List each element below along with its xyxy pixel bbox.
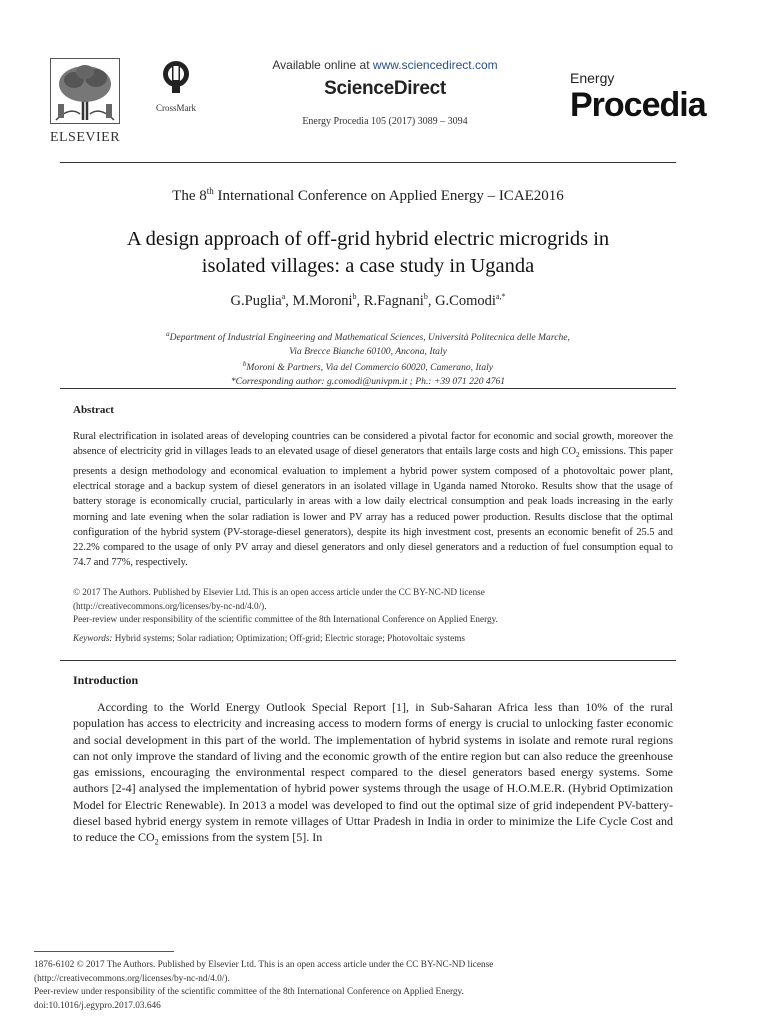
crossmark-label: CrossMark	[156, 103, 196, 113]
conference-line	[60, 186, 676, 205]
author	[364, 293, 435, 309]
keywords	[73, 633, 673, 643]
page-footer	[34, 959, 674, 1013]
author-affil-sup: a,*	[495, 292, 506, 301]
author	[231, 293, 293, 309]
license-link[interactable]: (http://creativecommons.org/licenses/by-nc-nd/4.0/).	[73, 600, 267, 611]
header-divider	[60, 162, 676, 163]
affiliations	[60, 328, 676, 388]
abstract-text-part2: emissions. This paper presents a design methodology and economical evaluation to implement a hybrid power system composed of a photovoltaic power plant, electrical storage and a backup system of diesel generators in an isolated village in Uganda named Ntoroko. Results show that the usage of battery storage is economically crucial, particularly in areas with a low daily electrical consumption and peak loads increasing in the early morning and late evening when the solar radiation is lower and PV array has a reduced power production. Results disclose that the optimal configuration of the hybrid system (PV-storage-diesel generators), despite its high investment cost, presents an economic benefit of 25.5 and 22.2% compared to the usage of only PV array and diesel generators and only diesel generators and a reduction of fuel consumption equal to 74.7 and 77%, respectively.	[73, 446, 673, 569]
available-online-prefix: Available online at	[272, 58, 373, 72]
conference-sup: th	[206, 186, 214, 196]
affiliation-b	[60, 358, 676, 375]
author-sep: ,	[285, 292, 293, 309]
license-line-1: © 2017 The Authors. Published by Elsevier Ltd. This is an open access article under the CC BY-NC-ND license	[73, 587, 485, 597]
intro-subscript: 2	[154, 837, 159, 847]
conference-prefix: The 8	[172, 188, 207, 204]
footer-license-link[interactable]: (http://creativecommons.org/licenses/by-nc-nd/4.0/).	[34, 973, 230, 984]
affiliation-a-line1: Department of Industrial Engineering and Mathematical Sciences, Università Politecnica delle Marche,	[169, 332, 570, 344]
paper-title	[60, 226, 676, 280]
introduction-text	[73, 699, 673, 851]
available-online	[200, 58, 570, 72]
footer-line-3: Peer-review under responsibility of the scientific committee of the 8th International Conference on Applied Energy.	[34, 987, 464, 998]
author-sep: ,	[427, 292, 436, 309]
footer-line-1: 1876-6102 © 2017 The Authors. Published by Elsevier Ltd. This is an open access article under the CC BY-NC-ND license	[34, 960, 494, 970]
license-notice	[73, 586, 673, 627]
affiliation-b-line: Moroni & Partners, Via del Commercio 60020, Camerano, Italy	[246, 362, 494, 374]
affiliation-sup: a	[166, 330, 170, 338]
author-list	[60, 292, 676, 310]
footer-divider	[34, 951, 174, 952]
keywords-label: Keywords:	[73, 633, 113, 643]
intro-text-part2: emissions from the system [5]. In	[158, 830, 323, 845]
sciencedirect-link[interactable]: www.sciencedirect.com	[372, 58, 498, 72]
author-name: G.Puglia	[230, 292, 282, 309]
author-name: M.Moroni	[292, 292, 353, 309]
abstract-heading: Abstract	[73, 404, 114, 416]
journal-header	[200, 58, 570, 127]
logo-procedia-word: Procedia	[570, 86, 706, 124]
sciencedirect-wordmark: ScienceDirect	[324, 78, 446, 99]
intro-text-part1: According to the World Energy Outlook Special Report [1], in Sub-Saharan Africa less than 10% of the rural population has access to electricity and increasing access to modern forms of energy is crucial to unlocking faster economic and social development in this part of the world. The implementation of hybrid systems in isolate and remote rural regions can not only improve the standard of living and the economic growth of the entire region but can also reduce the greenhouse gas emissions, encouraging the environmental respect compared to the diesel generators based energy systems. Some authors [2-4] analysed the implementation of hybrid power systems through the usage of H.O.M.E.R. (Hybrid Optimization Model for Electric Renewable). In 2013 a model was developed to find out the optimal size of grid independent PV-battery-diesel based hybrid energy system in remote villages of Uttar Pradesh in India in order to minimize the Life Cycle Cost and to reduce the CO	[73, 700, 673, 845]
author-affil-sup: b	[423, 292, 428, 301]
crossmark-icon	[162, 60, 190, 96]
affiliation-sup: b	[242, 360, 247, 368]
elsevier-tree-icon	[50, 58, 120, 124]
affiliation-divider	[60, 388, 676, 389]
publisher-name: ELSEVIER	[49, 130, 121, 145]
keywords-divider	[60, 660, 676, 661]
conference-rest: International Conference on Applied Energy – ICAE2016	[213, 188, 564, 204]
elsevier-logo	[42, 58, 128, 150]
corresponding-author: *Corresponding author: g.comodi@univpm.it ; Ph.: +39 071 220 4761	[230, 375, 506, 387]
author	[435, 293, 505, 309]
logo-energy-word: Energy	[570, 70, 615, 86]
introduction-heading: Introduction	[73, 673, 139, 687]
author-affil-sup: a	[281, 292, 286, 301]
keywords-text: Hybrid systems; Solar radiation; Optimization; Off-grid; Electric storage; Photovoltaic systems	[112, 633, 465, 643]
author-name: R.Fagnani	[363, 292, 424, 309]
title-line-2: isolated villages: a case study in Uganda	[201, 255, 535, 277]
abstract-text	[73, 429, 673, 571]
abstract-subscript: 2	[575, 451, 580, 460]
energy-procedia-logo	[570, 70, 706, 122]
title-line-1: A design approach of off-grid hybrid electric microgrids in	[126, 228, 610, 250]
license-line-3: Peer-review under responsibility of the scientific committee of the 8th International Conference on Applied Energy.	[73, 614, 498, 625]
journal-reference: Energy Procedia 105 (2017) 3089 – 3094	[302, 116, 468, 127]
affiliation-a	[60, 328, 676, 345]
author-name: G.Comodi	[435, 292, 496, 309]
abstract-text-part1: Rural electrification in isolated areas of developing countries can be considered a pivotal factor for economic and social growth, moreover the absence of electricity grid in villages leads to an elevated usage of diesel generators that entails large costs and high CO	[73, 431, 673, 458]
author	[293, 293, 364, 309]
author-sep: ,	[356, 292, 364, 309]
author-affil-sup: b	[352, 292, 357, 301]
footer-doi[interactable]: doi:10.1016/j.egypro.2017.03.646	[34, 1000, 161, 1011]
crossmark-badge[interactable]	[152, 60, 200, 113]
affiliation-a-line2: Via Brecce Bianche 60100, Ancona, Italy	[289, 345, 447, 357]
